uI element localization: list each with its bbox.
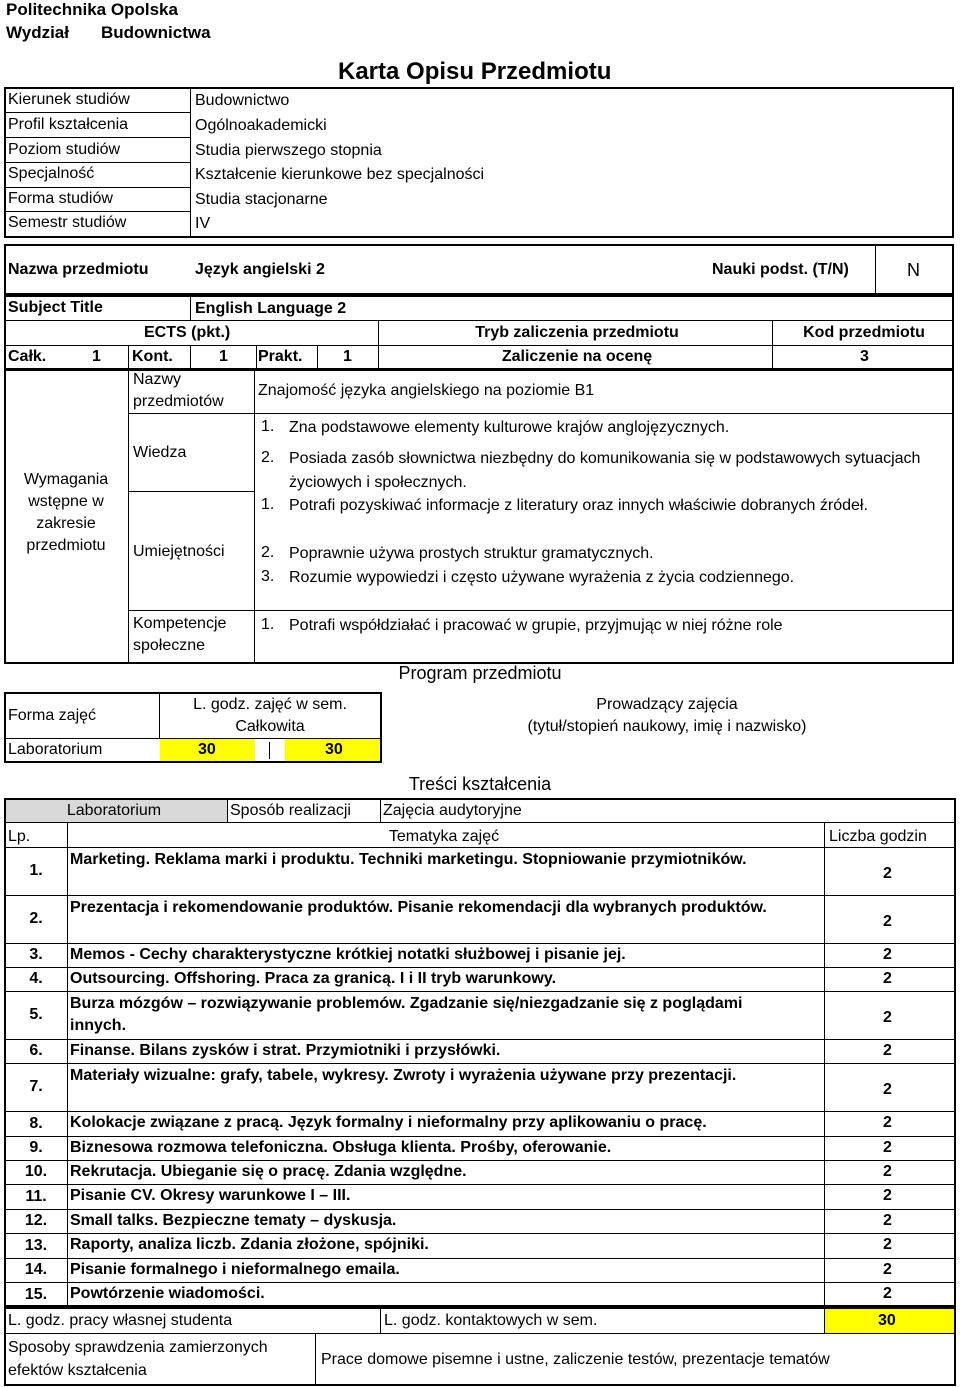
col-hours-header: Liczba godzin xyxy=(829,828,927,845)
table-row-divider xyxy=(5,1111,955,1112)
ects-practical-label: Prakt. xyxy=(258,348,303,365)
ects-contact-value: 1 xyxy=(219,348,228,365)
table-row-divider xyxy=(5,1282,955,1283)
hours-a-value: 30 xyxy=(198,741,216,758)
table-row-lp: 13. xyxy=(24,1236,48,1254)
table-row-hours: 2 xyxy=(883,913,892,930)
study-info-label: Semestr studiów xyxy=(8,214,127,231)
prerequisite-item-text: Rozumie wypowiedzi i często używane wyrażenia z życia codziennego. xyxy=(289,569,795,586)
subject-name-value: Język angielski 2 xyxy=(195,261,325,278)
contact-hours-value: 30 xyxy=(878,1312,896,1329)
table-row-divider xyxy=(5,847,955,848)
hours-total-label: Całkowita xyxy=(235,718,305,735)
ects-total-label: Całk. xyxy=(8,348,47,365)
prior-subjects-value: Znajomość języka angielskiego na poziomie B1 xyxy=(258,382,595,399)
prerequisite-item-number: 3. xyxy=(261,568,275,585)
study-info-value: Kształcenie kierunkowe bez specjalności xyxy=(195,166,485,183)
code-header: Kod przedmiotu xyxy=(803,324,925,341)
knowledge-label: Wiedza xyxy=(133,444,187,461)
university-name: Politechnika Opolska xyxy=(6,0,178,19)
table-row-lp: 15. xyxy=(24,1285,48,1303)
prerequisite-item-number: 2. xyxy=(261,544,275,561)
table-row-lp: 3. xyxy=(29,946,43,963)
study-info-value: Studia stacjonarne xyxy=(195,191,328,208)
subject-title-label: Subject Title xyxy=(8,299,103,316)
method-label: Sposób realizacji xyxy=(230,802,351,819)
table-row-hours: 2 xyxy=(883,1187,892,1204)
prerequisites-section-label: Wymagania wstępne w zakresie przedmiotu xyxy=(23,471,109,554)
table-row-lp: 1. xyxy=(29,862,43,879)
study-info-value: IV xyxy=(195,215,211,232)
self-work-label: L. godz. pracy własnej studenta xyxy=(8,1312,233,1329)
method-value: Zajęcia audytoryjne xyxy=(383,802,522,819)
ects-header: ECTS (pkt.) xyxy=(144,324,231,341)
prerequisite-item-text: Posiada zasób słownictwa niezbędny do komunikowania się w podstawowych sytuacjach życiowych i społecznych. xyxy=(289,450,921,491)
lecturer-sublabel: (tytuł/stopień naukowy, imię i nazwisko) xyxy=(527,718,807,735)
table-row-lp: 4. xyxy=(29,970,43,987)
faculty-value: Budownictwa xyxy=(101,23,211,42)
lecturer-label: Prowadzący zajęcia xyxy=(596,696,738,713)
verification-label: Sposoby sprawdzenia zamierzonych efektów kształcenia xyxy=(8,1339,268,1379)
col-lp-header: Lp. xyxy=(8,828,31,845)
table-row-topic: Powtórzenie wiadomości. xyxy=(70,1285,265,1302)
table-row-topic: Pisanie CV. Okresy warunkowe I – III. xyxy=(70,1187,351,1204)
table-row-topic: Kolokacje związane z pracą. Język formalny i nieformalny przy aplikowaniu o pracę. xyxy=(70,1114,707,1131)
table-row-lp: 5. xyxy=(29,1006,43,1023)
table-row-divider xyxy=(5,967,955,968)
study-info-value: Budownictwo xyxy=(195,92,290,109)
contact-hours-label: L. godz. kontaktowych w sem. xyxy=(384,1312,598,1329)
table-row-divider xyxy=(5,1039,955,1040)
program-title: Program przedmiotu xyxy=(398,663,562,683)
table-row-lp: 8. xyxy=(29,1114,43,1132)
skills-label: Umiejętności xyxy=(133,543,225,560)
subject-name-label: Nazwa przedmiotu xyxy=(8,261,149,278)
table-row-divider xyxy=(5,943,955,944)
mode-value: Zaliczenie na ocenę xyxy=(501,348,653,365)
table-row-hours: 2 xyxy=(883,1139,892,1156)
study-info-label: Profil kształcenia xyxy=(8,116,129,133)
form-value: Laboratorium xyxy=(8,741,103,758)
table-row-topic: Biznesowa rozmowa telefoniczna. Obsługa klienta. Prośby, oferowanie. xyxy=(70,1139,612,1156)
table-row-hours: 2 xyxy=(883,946,892,963)
table-row-lp: 6. xyxy=(29,1042,43,1059)
social-competences-label: Kompetencje społeczne xyxy=(133,615,227,654)
table-row-divider xyxy=(5,1160,955,1161)
prerequisite-item-number: 1. xyxy=(261,616,275,633)
table-row-hours: 2 xyxy=(883,1285,892,1302)
prerequisite-item-number: 1. xyxy=(261,496,275,513)
table-row-topic: Rekrutacja. Ubieganie się o pracę. Zdania względne. xyxy=(70,1163,467,1180)
table-row-lp: 14. xyxy=(24,1261,48,1278)
table-row-topic: Raporty, analiza liczb. Zdania złożone, spójniki. xyxy=(70,1236,429,1253)
subject-title-value: English Language 2 xyxy=(195,300,347,317)
table-row-divider xyxy=(5,1258,955,1259)
study-info-label: Kierunek studiów xyxy=(8,91,130,108)
content-title: Treści kształcenia xyxy=(408,774,552,794)
form-label: Forma zajęć xyxy=(8,707,97,724)
ects-practical-value: 1 xyxy=(343,348,352,365)
prerequisite-item-number: 1. xyxy=(261,418,275,435)
prerequisite-item-text: Potrafi pozyskiwać informacje z literatury oraz innych właściwie dobranych źródeł. xyxy=(289,497,868,514)
table-row-topic: Pisanie formalnego i nieformalnego emaila. xyxy=(70,1261,400,1278)
table-row-divider xyxy=(5,895,955,896)
table-row-lp: 10. xyxy=(24,1163,48,1180)
table-row-topic: Prezentacja i rekomendowanie produktów. Pisanie rekomendacji dla wybranych produktów. xyxy=(70,899,767,916)
ects-total-value: 1 xyxy=(92,348,101,365)
code-value: 3 xyxy=(860,348,869,365)
table-row-hours: 2 xyxy=(883,1163,892,1180)
table-row-divider xyxy=(5,1063,955,1064)
table-row-hours: 2 xyxy=(883,865,892,882)
prerequisite-item-text: Zna podstawowe elementy kulturowe krajów anglojęzycznych. xyxy=(289,419,730,436)
content-type: Laboratorium xyxy=(66,802,162,819)
faculty-label: Wydział xyxy=(6,23,69,42)
table-row-topic: Small talks. Bezpieczne tematy – dyskusja. xyxy=(70,1212,397,1229)
table-row-hours: 2 xyxy=(883,1261,892,1278)
table-row-topic: Materiały wizualne: grafy, tabele, wykresy. Zwroty i wyrażenia używane przy prezentacji. xyxy=(70,1067,737,1084)
col-topic-header: Tematyka zajęć xyxy=(388,828,500,845)
card-title: Karta Opisu Przedmiotu xyxy=(338,58,612,85)
basic-sciences-value: N xyxy=(907,260,920,280)
table-row-divider xyxy=(5,1136,955,1137)
verification-value: Prace domowe pisemne i ustne, zaliczenie testów, prezentacje tematów xyxy=(321,1351,830,1368)
table-row-divider xyxy=(5,1184,955,1185)
study-info-value: Studia pierwszego stopnia xyxy=(195,142,382,159)
table-row-divider xyxy=(5,1209,955,1210)
table-row-topic: Burza mózgów – rozwiązywanie problemów. Zgadzanie się/niezgadzanie się z poglądami innych. xyxy=(70,995,743,1034)
prerequisite-item-text: Potrafi współdziałać i pracować w grupie, przyjmując w niej różne role xyxy=(289,617,783,634)
table-row-divider xyxy=(5,1233,955,1234)
prerequisite-item-text: Poprawnie używa prostych struktur gramatycznych. xyxy=(289,545,654,562)
table-row-hours: 2 xyxy=(883,1212,892,1229)
study-info-label: Poziom studiów xyxy=(8,141,121,158)
table-row-hours: 2 xyxy=(883,1042,892,1059)
table-row-hours: 2 xyxy=(883,1236,892,1253)
study-info-label: Specjalność xyxy=(8,165,95,182)
hours-label: L. godz. zajęć w sem. xyxy=(193,696,347,713)
study-info-value: Ogólnoakademicki xyxy=(195,117,327,134)
prerequisite-item-number: 2. xyxy=(261,449,275,466)
table-row-topic: Memos - Cechy charakterystyczne krótkiej notatki służbowej i pisanie jej. xyxy=(70,946,626,963)
ects-contact-label: Kont. xyxy=(132,348,173,365)
table-row-topic: Finanse. Bilans zysków i strat. Przymiotniki i przysłówki. xyxy=(70,1042,501,1059)
table-row-topic: Outsourcing. Offshoring. Praca za granicą. I i II tryb warunkowy. xyxy=(70,970,557,987)
table-row-hours: 2 xyxy=(883,1081,892,1098)
table-row-hours: 2 xyxy=(883,970,892,987)
table-row-lp: 9. xyxy=(29,1139,43,1156)
study-info-label: Forma studiów xyxy=(8,190,113,207)
table-row-hours: 2 xyxy=(883,1114,892,1131)
table-row-divider xyxy=(5,991,955,992)
table-row-lp: 12. xyxy=(24,1212,48,1229)
table-row-lp: 7. xyxy=(29,1078,43,1095)
basic-sciences-label: Nauki podst. (T/N) xyxy=(712,261,849,278)
table-row-lp: 2. xyxy=(29,910,43,927)
hours-b-value: 30 xyxy=(325,741,343,758)
table-row-topic: Marketing. Reklama marki i produktu. Techniki marketingu. Stopniowanie przymiotników. xyxy=(70,851,747,868)
prior-subjects-label: Nazwy przedmiotów xyxy=(133,371,224,410)
table-row-lp: 11. xyxy=(25,1187,47,1205)
table-row-hours: 2 xyxy=(883,1009,892,1026)
mode-header: Tryb zaliczenia przedmiotu xyxy=(475,324,679,341)
